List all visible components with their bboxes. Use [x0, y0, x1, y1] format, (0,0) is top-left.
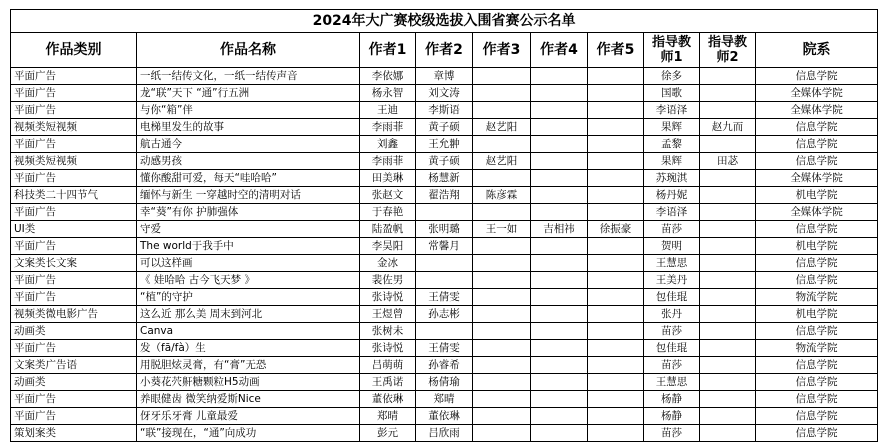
cell-author5: [588, 102, 644, 119]
cell-author4: [531, 187, 588, 204]
cell-teacher1: 国歌: [644, 85, 700, 102]
header-teacher2: 指导教师2: [700, 33, 756, 68]
cell-department: 物流学院: [756, 340, 878, 357]
cell-author1: 张赵文: [360, 187, 416, 204]
cell-author2: 刘文涛: [416, 85, 473, 102]
cell-author3: [473, 204, 531, 221]
cell-work-name: 与你“箱”伴: [137, 102, 360, 119]
cell-category: 视频类微电影广告: [11, 306, 137, 323]
cell-category: 平面广告: [11, 136, 137, 153]
cell-author1: 金冰: [360, 255, 416, 272]
cell-department: 物流学院: [756, 289, 878, 306]
cell-teacher2: [700, 272, 756, 289]
cell-work-name: 幸“葵”有你 护肺强体: [137, 204, 360, 221]
cell-department: 信息学院: [756, 391, 878, 408]
cell-category: 动画类: [11, 323, 137, 340]
cell-teacher2: [700, 357, 756, 374]
cell-work-name: 《 娃哈哈 古今飞天梦 》: [137, 272, 360, 289]
cell-work-name: 这么近 那么美 周末到河北: [137, 306, 360, 323]
cell-teacher1: 徐多: [644, 68, 700, 85]
cell-author2: 张明璐: [416, 221, 473, 238]
table-row: [11, 68, 878, 85]
table-row: [11, 357, 878, 374]
cell-author5: [588, 272, 644, 289]
header-department: 院系: [756, 33, 878, 68]
cell-category: 视频类短视频: [11, 153, 137, 170]
cell-teacher1: 果辉: [644, 119, 700, 136]
cell-author4: [531, 289, 588, 306]
cell-department: 信息学院: [756, 425, 878, 442]
cell-work-name: “联”接现在，“通”向成功: [137, 425, 360, 442]
cell-category: 文案类长文案: [11, 255, 137, 272]
cell-author5: [588, 136, 644, 153]
cell-author4: [531, 391, 588, 408]
cell-author1: 张诗悦: [360, 289, 416, 306]
cell-author5: [588, 204, 644, 221]
cell-category: 平面广告: [11, 204, 137, 221]
cell-category: 平面广告: [11, 391, 137, 408]
cell-teacher1: 苗莎: [644, 357, 700, 374]
cell-department: 信息学院: [756, 323, 878, 340]
table-body: [11, 68, 878, 442]
cell-work-name: 守爱: [137, 221, 360, 238]
cell-work-name: The world于我手中: [137, 238, 360, 255]
cell-author2: [416, 255, 473, 272]
cell-author5: [588, 255, 644, 272]
cell-work-name: Canva: [137, 323, 360, 340]
cell-teacher1: 王慧思: [644, 374, 700, 391]
cell-author4: [531, 357, 588, 374]
cell-teacher1: 张丹: [644, 306, 700, 323]
cell-author2: 杨慧新: [416, 170, 473, 187]
cell-author1: 王迪: [360, 102, 416, 119]
cell-author2: 孙志彬: [416, 306, 473, 323]
cell-author4: [531, 340, 588, 357]
cell-category: 平面广告: [11, 289, 137, 306]
table-row: [11, 255, 878, 272]
cell-category: 策划案类: [11, 425, 137, 442]
cell-teacher1: 苏琬淇: [644, 170, 700, 187]
cell-teacher1: 果辉: [644, 153, 700, 170]
cell-teacher2: [700, 170, 756, 187]
table-row: [11, 272, 878, 289]
cell-author5: [588, 85, 644, 102]
cell-author3: [473, 408, 531, 425]
cell-teacher2: [700, 255, 756, 272]
cell-author4: [531, 238, 588, 255]
cell-teacher1: 苗莎: [644, 425, 700, 442]
cell-category: 平面广告: [11, 102, 137, 119]
cell-author4: [531, 102, 588, 119]
cell-department: 信息学院: [756, 357, 878, 374]
shortlist-table: [10, 9, 878, 442]
cell-work-name: 一纸一结传文化，一纸一结传声音: [137, 68, 360, 85]
table-row: [11, 289, 878, 306]
cell-author3: 赵艺阳: [473, 153, 531, 170]
cell-department: 信息学院: [756, 136, 878, 153]
cell-author4: [531, 136, 588, 153]
cell-teacher2: [700, 221, 756, 238]
cell-author4: [531, 85, 588, 102]
cell-author5: [588, 68, 644, 85]
cell-teacher2: 赵九而: [700, 119, 756, 136]
cell-author1: 张诗悦: [360, 340, 416, 357]
table-row: [11, 187, 878, 204]
cell-work-name: 可以这样画: [137, 255, 360, 272]
cell-department: 信息学院: [756, 272, 878, 289]
cell-work-name: 缅怀与新生 一穿越时空的清明对话: [137, 187, 360, 204]
cell-author1: 王禹诺: [360, 374, 416, 391]
table-row: [11, 425, 878, 442]
cell-author3: [473, 272, 531, 289]
cell-author5: [588, 187, 644, 204]
cell-category: 平面广告: [11, 85, 137, 102]
cell-category: 动画类: [11, 374, 137, 391]
cell-category: 平面广告: [11, 340, 137, 357]
cell-author3: [473, 289, 531, 306]
cell-teacher1: 李语泽: [644, 204, 700, 221]
cell-author1: 陆盈帆: [360, 221, 416, 238]
cell-author3: 王一如: [473, 221, 531, 238]
cell-category: 平面广告: [11, 170, 137, 187]
cell-category: 平面广告: [11, 408, 137, 425]
cell-author4: 吉相祎: [531, 221, 588, 238]
cell-author3: 赵艺阳: [473, 119, 531, 136]
cell-department: 全媒体学院: [756, 102, 878, 119]
cell-author1: 于春艳: [360, 204, 416, 221]
cell-author3: [473, 323, 531, 340]
cell-author1: 李依娜: [360, 68, 416, 85]
cell-category: 平面广告: [11, 68, 137, 85]
cell-department: 全媒体学院: [756, 170, 878, 187]
header-category: 作品类别: [11, 33, 137, 68]
cell-author3: [473, 102, 531, 119]
cell-teacher2: [700, 340, 756, 357]
cell-work-name: 懂你酸甜可爱，每天“哇哈哈”: [137, 170, 360, 187]
table-row: [11, 391, 878, 408]
cell-teacher1: 包佳琨: [644, 340, 700, 357]
table-row: [11, 153, 878, 170]
cell-author5: [588, 323, 644, 340]
cell-department: 信息学院: [756, 408, 878, 425]
cell-author2: 王允翀: [416, 136, 473, 153]
cell-author4: [531, 408, 588, 425]
cell-teacher1: 贺明: [644, 238, 700, 255]
header-author4: 作者4: [531, 33, 588, 68]
cell-author2: 章博: [416, 68, 473, 85]
cell-department: 机电学院: [756, 306, 878, 323]
cell-category: 平面广告: [11, 238, 137, 255]
cell-teacher2: [700, 374, 756, 391]
cell-author4: [531, 255, 588, 272]
cell-department: 信息学院: [756, 68, 878, 85]
table-row: [11, 374, 878, 391]
cell-author5: 徐振豪: [588, 221, 644, 238]
cell-teacher2: [700, 68, 756, 85]
header-author3: 作者3: [473, 33, 531, 68]
cell-author4: [531, 323, 588, 340]
cell-author5: [588, 119, 644, 136]
cell-author2: 孙睿希: [416, 357, 473, 374]
spreadsheet: [10, 9, 878, 442]
cell-author3: 陈彦霖: [473, 187, 531, 204]
cell-author1: 董依琳: [360, 391, 416, 408]
header-teacher1: 指导教师1: [644, 33, 700, 68]
cell-author5: [588, 340, 644, 357]
cell-author1: 刘鑫: [360, 136, 416, 153]
cell-department: 信息学院: [756, 374, 878, 391]
cell-work-name: 动感男孩: [137, 153, 360, 170]
cell-teacher2: [700, 102, 756, 119]
cell-teacher2: [700, 238, 756, 255]
cell-category: 平面广告: [11, 272, 137, 289]
cell-author2: 董依琳: [416, 408, 473, 425]
cell-author2: 黄子硕: [416, 153, 473, 170]
cell-author5: [588, 391, 644, 408]
cell-author4: [531, 204, 588, 221]
cell-teacher2: 田苾: [700, 153, 756, 170]
cell-author1: 田美琳: [360, 170, 416, 187]
cell-teacher1: 苗莎: [644, 323, 700, 340]
cell-author1: 彭元: [360, 425, 416, 442]
cell-teacher2: [700, 306, 756, 323]
cell-author5: [588, 238, 644, 255]
cell-teacher1: 包佳琨: [644, 289, 700, 306]
cell-author4: [531, 306, 588, 323]
cell-author1: 王煜曾: [360, 306, 416, 323]
table-row: [11, 170, 878, 187]
cell-teacher1: 杨静: [644, 391, 700, 408]
cell-author5: [588, 374, 644, 391]
cell-author4: [531, 119, 588, 136]
cell-teacher1: 杨丹妮: [644, 187, 700, 204]
cell-author5: [588, 170, 644, 187]
cell-teacher1: 苗莎: [644, 221, 700, 238]
cell-author5: [588, 408, 644, 425]
cell-teacher1: 王慧思: [644, 255, 700, 272]
cell-teacher2: [700, 204, 756, 221]
cell-author5: [588, 153, 644, 170]
header-row: [11, 33, 878, 68]
cell-author4: [531, 272, 588, 289]
cell-work-name: 伢牙乐牙膏 儿童最爱: [137, 408, 360, 425]
table-row: [11, 408, 878, 425]
cell-author3: [473, 85, 531, 102]
cell-department: 全媒体学院: [756, 204, 878, 221]
cell-work-name: 电梯里发生的故事: [137, 119, 360, 136]
header-work-name: 作品名称: [137, 33, 360, 68]
cell-author3: [473, 170, 531, 187]
cell-author1: 郑晴: [360, 408, 416, 425]
cell-category: 文案类广告语: [11, 357, 137, 374]
cell-author2: 翟浩翔: [416, 187, 473, 204]
cell-author3: [473, 136, 531, 153]
cell-author2: [416, 204, 473, 221]
table-row: [11, 238, 878, 255]
cell-author3: [473, 255, 531, 272]
cell-teacher2: [700, 289, 756, 306]
cell-author2: 常馨月: [416, 238, 473, 255]
table-row: [11, 340, 878, 357]
cell-author2: [416, 323, 473, 340]
cell-department: 信息学院: [756, 255, 878, 272]
cell-department: 信息学院: [756, 221, 878, 238]
cell-author1: 杨永智: [360, 85, 416, 102]
cell-author1: 裴佐男: [360, 272, 416, 289]
cell-author4: [531, 170, 588, 187]
header-author2: 作者2: [416, 33, 473, 68]
cell-author3: [473, 357, 531, 374]
cell-teacher2: [700, 323, 756, 340]
cell-author5: [588, 357, 644, 374]
cell-author2: 黄子硕: [416, 119, 473, 136]
cell-author5: [588, 306, 644, 323]
cell-author5: [588, 289, 644, 306]
cell-author2: 郑晴: [416, 391, 473, 408]
header-author1: 作者1: [360, 33, 416, 68]
cell-department: 机电学院: [756, 187, 878, 204]
cell-department: 信息学院: [756, 119, 878, 136]
cell-author3: [473, 425, 531, 442]
cell-work-name: 发（fā/fà）生: [137, 340, 360, 357]
cell-work-name: 养眼健齿 微笑纳爱斯Nice: [137, 391, 360, 408]
cell-author4: [531, 68, 588, 85]
cell-department: 机电学院: [756, 238, 878, 255]
table-row: [11, 136, 878, 153]
header-author5: 作者5: [588, 33, 644, 68]
table-row: [11, 306, 878, 323]
cell-category: 视频类短视频: [11, 119, 137, 136]
cell-teacher2: [700, 187, 756, 204]
table-title: 2024年大广赛校级选拔入围省赛公示名单: [11, 10, 878, 33]
cell-teacher2: [700, 85, 756, 102]
cell-author2: 王倩雯: [416, 340, 473, 357]
cell-author3: [473, 238, 531, 255]
cell-work-name: 龙“联”天下 “通”行五洲: [137, 85, 360, 102]
cell-work-name: 小葵花茓鼾糖颗粒H5动画: [137, 374, 360, 391]
cell-author4: [531, 153, 588, 170]
cell-teacher1: 杨静: [644, 408, 700, 425]
cell-teacher2: [700, 425, 756, 442]
cell-author4: [531, 425, 588, 442]
cell-author3: [473, 391, 531, 408]
cell-author1: 吕萌萌: [360, 357, 416, 374]
cell-author2: 王倩雯: [416, 289, 473, 306]
cell-teacher1: 李语泽: [644, 102, 700, 119]
cell-category: 科技类二十四节气: [11, 187, 137, 204]
cell-author3: [473, 306, 531, 323]
cell-author1: 张树未: [360, 323, 416, 340]
cell-teacher2: [700, 391, 756, 408]
table-row: [11, 85, 878, 102]
cell-author2: 杨倩瑜: [416, 374, 473, 391]
cell-category: UI类: [11, 221, 137, 238]
cell-work-name: 航古通今: [137, 136, 360, 153]
cell-author1: 李昊阳: [360, 238, 416, 255]
table-row: [11, 323, 878, 340]
cell-author2: 吕欣雨: [416, 425, 473, 442]
cell-work-name: 用脱胆炫灵膏，有“膏”无恐: [137, 357, 360, 374]
table-row: [11, 204, 878, 221]
cell-author4: [531, 374, 588, 391]
cell-department: 全媒体学院: [756, 85, 878, 102]
cell-author2: [416, 272, 473, 289]
cell-author3: [473, 68, 531, 85]
cell-teacher1: 王美丹: [644, 272, 700, 289]
cell-department: 信息学院: [756, 153, 878, 170]
cell-work-name: “植”的守护: [137, 289, 360, 306]
table-row: [11, 102, 878, 119]
cell-author3: [473, 374, 531, 391]
cell-author3: [473, 340, 531, 357]
cell-teacher2: [700, 136, 756, 153]
cell-author1: 李雨菲: [360, 153, 416, 170]
cell-teacher2: [700, 408, 756, 425]
cell-author1: 李雨菲: [360, 119, 416, 136]
cell-author2: 李斯语: [416, 102, 473, 119]
cell-teacher1: 孟黎: [644, 136, 700, 153]
table-row: [11, 221, 878, 238]
cell-author5: [588, 425, 644, 442]
table-row: [11, 119, 878, 136]
